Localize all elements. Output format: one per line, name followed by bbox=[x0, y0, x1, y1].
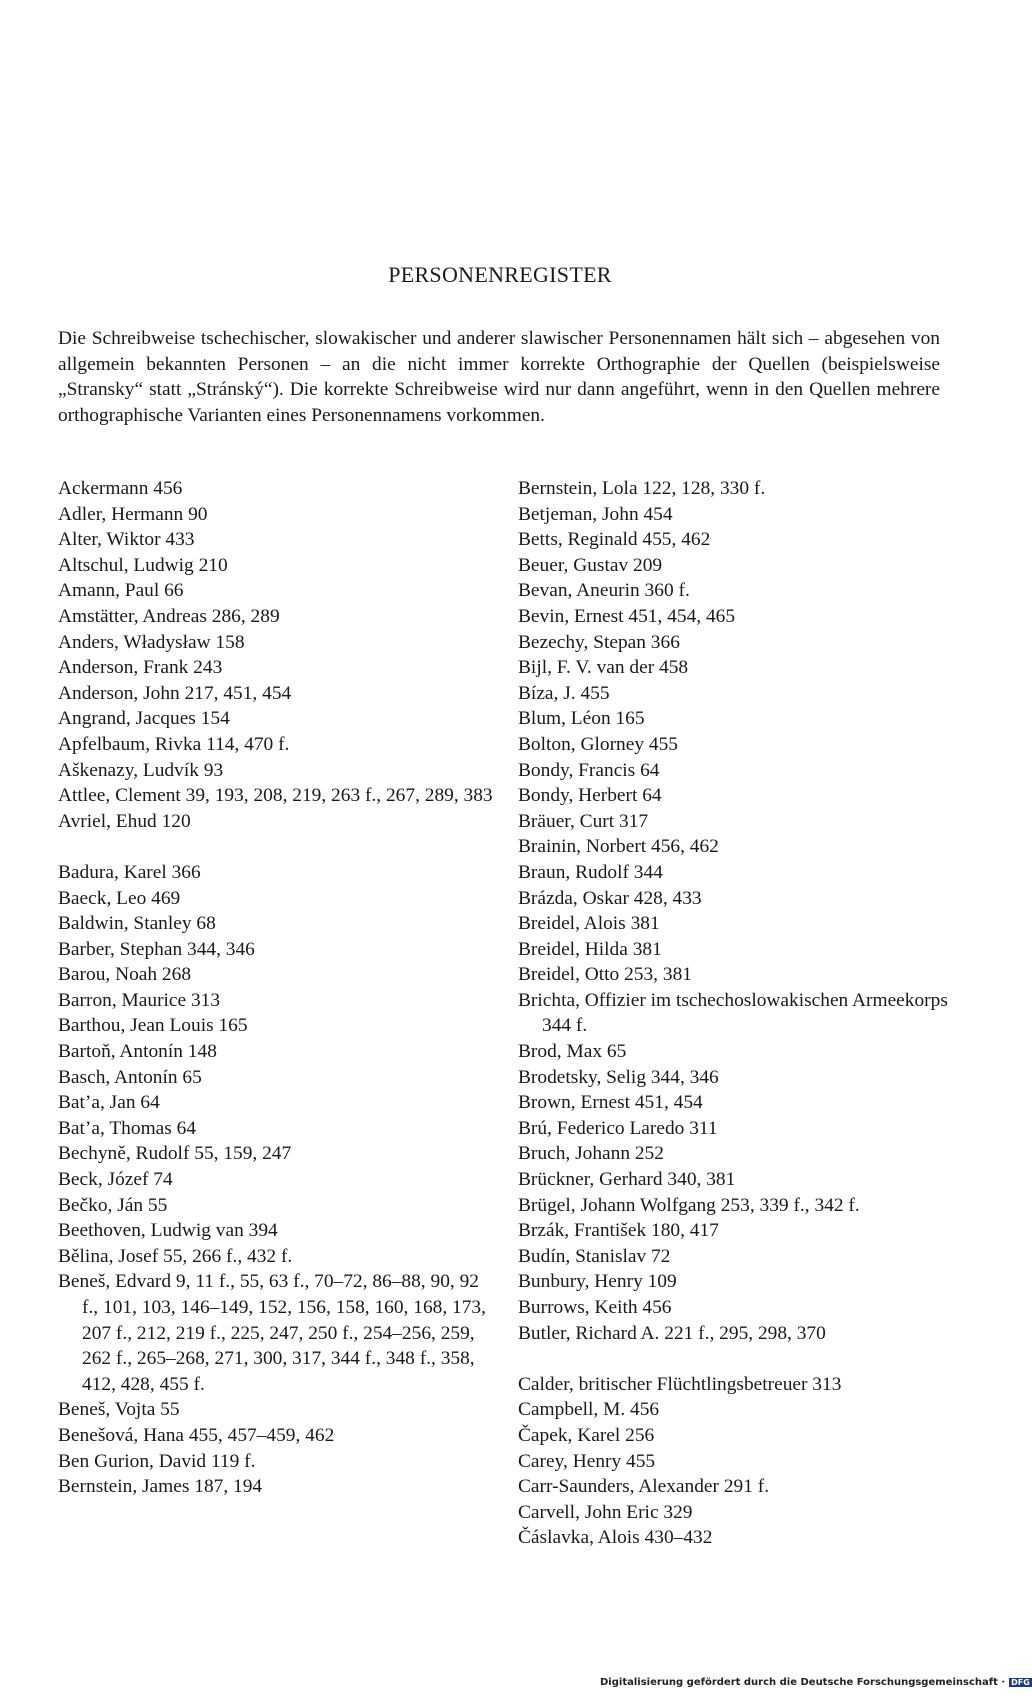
index-entry: Angrand, Jacques 154 bbox=[58, 708, 230, 730]
index-entry: Barthou, Jean Louis 165 bbox=[58, 1015, 248, 1037]
index-entry: Brichta, Offizier im tschechoslowakischen Armeekorps 344 f. bbox=[518, 989, 948, 1037]
index-entry: Beck, Józef 74 bbox=[58, 1169, 173, 1191]
index-entry: Attlee, Clement 39, 193, 208, 219, 263 f., 267, 289, 383 bbox=[58, 785, 493, 807]
index-entry: Bezechy, Stepan 366 bbox=[518, 631, 680, 653]
index-entry: Brainin, Norbert 456, 462 bbox=[518, 836, 719, 858]
index-entry: Amstätter, Andreas 286, 289 bbox=[58, 605, 280, 627]
index-entry: Baldwin, Stanley 68 bbox=[58, 913, 216, 935]
index-entry: Anderson, Frank 243 bbox=[58, 657, 223, 679]
index-entry: Bolton, Glorney 455 bbox=[518, 733, 678, 755]
index-entry: Calder, britischer Flüchtlingsbetreuer 313 bbox=[518, 1373, 842, 1395]
index-entry: Adler, Hermann 90 bbox=[58, 503, 208, 525]
index-entry: Bijl, F. V. van der 458 bbox=[518, 657, 689, 679]
index-entry: Bíza, J. 455 bbox=[518, 682, 610, 704]
index-entry: Brú, Federico Laredo 311 bbox=[518, 1117, 718, 1139]
index-entry: Bruch, Johann 252 bbox=[518, 1143, 664, 1165]
index-entry: Čáslavka, Alois 430–432 bbox=[518, 1527, 713, 1549]
index-entry: Brückner, Gerhard 340, 381 bbox=[518, 1169, 736, 1191]
index-entry: Bräuer, Curt 317 bbox=[518, 810, 649, 832]
index-entry: Bečko, Ján 55 bbox=[58, 1194, 168, 1216]
index-entry: Badura, Karel 366 bbox=[58, 861, 201, 883]
index-entry: Bevin, Ernest 451, 454, 465 bbox=[518, 605, 736, 627]
index-entry: Carey, Henry 455 bbox=[518, 1450, 656, 1472]
index-entry: Anderson, John 217, 451, 454 bbox=[58, 682, 292, 704]
index-entry: Beneš, Vojta 55 bbox=[58, 1399, 180, 1421]
index-entry: Braun, Rudolf 344 bbox=[518, 861, 663, 883]
index-entry: Barou, Noah 268 bbox=[58, 964, 192, 986]
index-entry: Bernstein, Lola 122, 128, 330 f. bbox=[518, 478, 766, 499]
index-entry: Aškenazy, Ludvík 93 bbox=[58, 759, 224, 781]
index-entry: Altschul, Ludwig 210 bbox=[58, 554, 228, 576]
index-entry: Baeck, Leo 469 bbox=[58, 887, 181, 909]
index-entry: Betjeman, John 454 bbox=[518, 503, 673, 525]
letter-group-gap bbox=[58, 834, 498, 860]
index-entry: Blum, Léon 165 bbox=[518, 708, 645, 730]
index-entry: Čapek, Karel 256 bbox=[518, 1424, 655, 1446]
index-entry: Carvell, John Eric 329 bbox=[518, 1501, 693, 1523]
index-entry: Bondy, Herbert 64 bbox=[518, 785, 662, 807]
index-entry: Benešová, Hana 455, 457–459, 462 bbox=[58, 1424, 335, 1446]
index-entry: Breidel, Otto 253, 381 bbox=[518, 964, 692, 986]
index-entry: Brázda, Oskar 428, 433 bbox=[518, 887, 702, 909]
index-entry: Bat’a, Thomas 64 bbox=[58, 1117, 197, 1139]
page-title: PERSONENREGISTER bbox=[388, 262, 612, 287]
index-entry: Brügel, Johann Wolfgang 253, 339 f., 342 f. bbox=[518, 1194, 860, 1216]
index-entry: Alter, Wiktor 433 bbox=[58, 529, 195, 551]
index-entry: Beuer, Gustav 209 bbox=[518, 554, 663, 576]
index-entry: Basch, Antonín 65 bbox=[58, 1066, 202, 1088]
index-entry: Brodetsky, Selig 344, 346 bbox=[518, 1066, 719, 1088]
index-entry: Bechyně, Rudolf 55, 159, 247 bbox=[58, 1143, 292, 1165]
index-entry: Carr-Saunders, Alexander 291 f. bbox=[518, 1476, 770, 1498]
index-entry: Bevan, Aneurin 360 f. bbox=[518, 580, 690, 602]
index-entry: Bartoň, Antonín 148 bbox=[58, 1041, 217, 1063]
index-entry: Anders, Władysław 158 bbox=[58, 631, 245, 653]
index-entry: Ben Gurion, David 119 f. bbox=[58, 1450, 256, 1472]
index-entry: Amann, Paul 66 bbox=[58, 580, 184, 602]
intro-paragraph: Die Schreibweise tschechischer, slowakischer und anderer slawischer Personennamen hält sich – abgesehen von allgemein bekannten Personen – an die nicht immer korrekte Orthographie der Quellen (beispielsweise „Stransky“ statt „Stránský“). Die korrekte Schreibweise wird nur dann angeführt, wenn in den Quellen mehrere orthographische Varianten eines Personennamens vorkommen. bbox=[58, 328, 940, 426]
index-entry: Brzák, František 180, 417 bbox=[518, 1220, 719, 1242]
index-entry: Butler, Richard A. 221 f., 295, 298, 370 bbox=[518, 1322, 826, 1344]
index-entry: Brown, Ernest 451, 454 bbox=[518, 1092, 703, 1114]
index-entry: Breidel, Hilda 381 bbox=[518, 938, 662, 960]
index-column-right bbox=[518, 476, 948, 1551]
index-entry: Burrows, Keith 456 bbox=[518, 1297, 672, 1318]
index-entry: Bělina, Josef 55, 266 f., 432 f. bbox=[58, 1245, 293, 1267]
dfg-logo: DFG bbox=[1011, 1677, 1030, 1687]
index-entry: Brod, Max 65 bbox=[518, 1041, 627, 1063]
index-entry: Bat’a, Jan 64 bbox=[58, 1092, 160, 1114]
index-entry: Breidel, Alois 381 bbox=[518, 913, 660, 935]
index-entry: Avriel, Ehud 120 bbox=[58, 810, 191, 832]
index-entry: Barber, Stephan 344, 346 bbox=[58, 938, 255, 960]
index-entry: Ackermann 456 bbox=[58, 478, 183, 499]
index-entry: Bondy, Francis 64 bbox=[518, 759, 660, 781]
dfg-footer bbox=[600, 1677, 1032, 1688]
letter-group-gap bbox=[518, 1346, 948, 1372]
index-entry: Budín, Stanislav 72 bbox=[518, 1245, 671, 1267]
index-column-left bbox=[58, 476, 498, 1500]
index-entry: Apfelbaum, Rivka 114, 470 f. bbox=[58, 733, 290, 755]
index-entry: Campbell, M. 456 bbox=[518, 1399, 660, 1421]
index-entry: Beethoven, Ludwig van 394 bbox=[58, 1220, 278, 1242]
index-entry: Bernstein, James 187, 194 bbox=[58, 1476, 263, 1498]
index-entry: Beneš, Edvard 9, 11 f., 55, 63 f., 70–72, 86–88, 90, 92 f., 101, 103, 146–149, 152, 156, 158, 160, 168, 173, 207 f., 212, 219 f., 225, 247, 250 f., 254–256, 259, 262 f., 265–268, 271, 300, 317, 344 f., 348 f., 358, 412, 428, 455 f. bbox=[58, 1271, 486, 1395]
index-entry: Betts, Reginald 455, 462 bbox=[518, 529, 711, 551]
footer-text: Digitalisierung gefördert durch die Deutsche Forschungsgemeinschaft · bbox=[600, 1677, 1006, 1688]
index-entry: Barron, Maurice 313 bbox=[58, 989, 221, 1011]
index-entry: Bunbury, Henry 109 bbox=[518, 1271, 677, 1293]
